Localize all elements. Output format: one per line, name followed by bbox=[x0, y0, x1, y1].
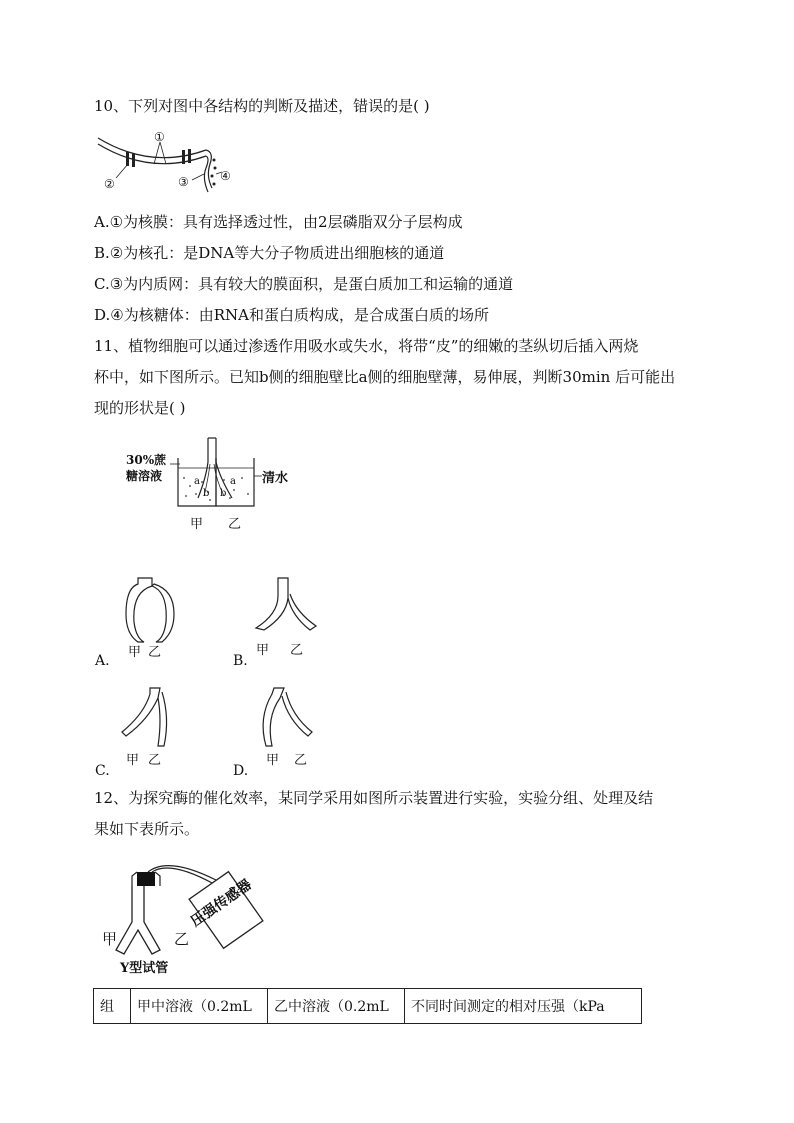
tube-label: Y型试管 bbox=[120, 961, 169, 976]
label-2: ② bbox=[104, 177, 115, 191]
tube-jia: 甲 bbox=[102, 930, 118, 948]
opt-c-jia: 甲 bbox=[126, 753, 140, 768]
q11-stem-line3: 现的形状是( ) bbox=[94, 399, 186, 417]
table-header-row bbox=[94, 989, 642, 1024]
side-a-left: a bbox=[194, 476, 200, 487]
side-a-right: a bbox=[230, 476, 236, 487]
q11-option-b-shape bbox=[250, 574, 320, 666]
header-pressure: 不同时间测定的相对压强（kPa bbox=[405, 989, 642, 1024]
opt-a-jia: 甲 bbox=[128, 645, 142, 660]
label-1: ① bbox=[154, 130, 165, 144]
q11-beaker-figure bbox=[124, 434, 294, 534]
sucrose-label-2: 糖溶液 bbox=[126, 469, 163, 483]
q11-option-d-shape bbox=[256, 684, 316, 776]
beaker-yi: 乙 bbox=[228, 517, 242, 532]
q12-table bbox=[93, 988, 642, 1024]
q11-option-c-letter: C. bbox=[95, 763, 110, 779]
q11-option-b-letter: B. bbox=[233, 653, 248, 669]
q10-option-a: A.①为核膜：具有选择透过性，由2层磷脂双分子层构成 bbox=[94, 213, 463, 231]
q11-stem-line1: 11、植物细胞可以通过渗透作用吸水或失水，将带“皮”的细嫩的茎纵切后插入两烧 bbox=[94, 337, 639, 355]
q10-figure bbox=[96, 128, 246, 196]
sucrose-label-1: 30%蔗 bbox=[126, 453, 167, 467]
opt-b-jia: 甲 bbox=[256, 643, 270, 658]
beaker-jia: 甲 bbox=[190, 517, 204, 532]
q11-option-a-letter: A. bbox=[95, 653, 110, 669]
side-b-right: b bbox=[220, 488, 227, 499]
opt-d-jia: 甲 bbox=[266, 753, 280, 768]
header-yi-solution: 乙中溶液（0.2mL bbox=[268, 989, 405, 1024]
q10-stem: 10、下列对图中各结构的判断及描述，错误的是( ) bbox=[94, 97, 430, 115]
q12-stem-line1: 12、为探究酶的催化效率，某同学采用如图所示装置进行实验，实验分组、处理及结 bbox=[94, 789, 654, 807]
tube-yi: 乙 bbox=[174, 930, 190, 948]
opt-c-yi: 乙 bbox=[148, 753, 162, 768]
opt-a-yi: 乙 bbox=[148, 645, 162, 660]
opt-d-yi: 乙 bbox=[294, 753, 308, 768]
q11-option-a-shape bbox=[118, 574, 178, 666]
side-b-left: b bbox=[203, 488, 210, 499]
label-4: ④ bbox=[220, 169, 231, 183]
q12-stem-line2: 果如下表所示。 bbox=[94, 820, 200, 838]
header-group: 组 bbox=[94, 989, 131, 1024]
q11-option-c-shape bbox=[118, 684, 178, 776]
header-jia-solution: 甲中溶液（0.2mL bbox=[131, 989, 268, 1024]
q11-stem-line2: 杯中，如下图所示。已知b侧的细胞壁比a侧的细胞壁薄，易伸展，判断30min 后可能出 bbox=[94, 368, 676, 386]
q10-option-c: C.③为内质网：具有较大的膜面积，是蛋白质加工和运输的通道 bbox=[94, 275, 514, 293]
q10-option-b: B.②为核孔：是DNA等大分子物质进出细胞核的通道 bbox=[94, 244, 445, 262]
q10-option-d: D.④为核糖体：由RNA和蛋白质构成，是合成蛋白质的场所 bbox=[94, 306, 489, 324]
sensor-label: 压强传感器 bbox=[188, 876, 255, 931]
water-label: 清水 bbox=[262, 471, 289, 486]
opt-b-yi: 乙 bbox=[290, 643, 304, 658]
q12-apparatus-figure bbox=[98, 850, 268, 978]
label-3: ③ bbox=[178, 175, 189, 189]
q11-option-d-letter: D. bbox=[233, 763, 249, 779]
